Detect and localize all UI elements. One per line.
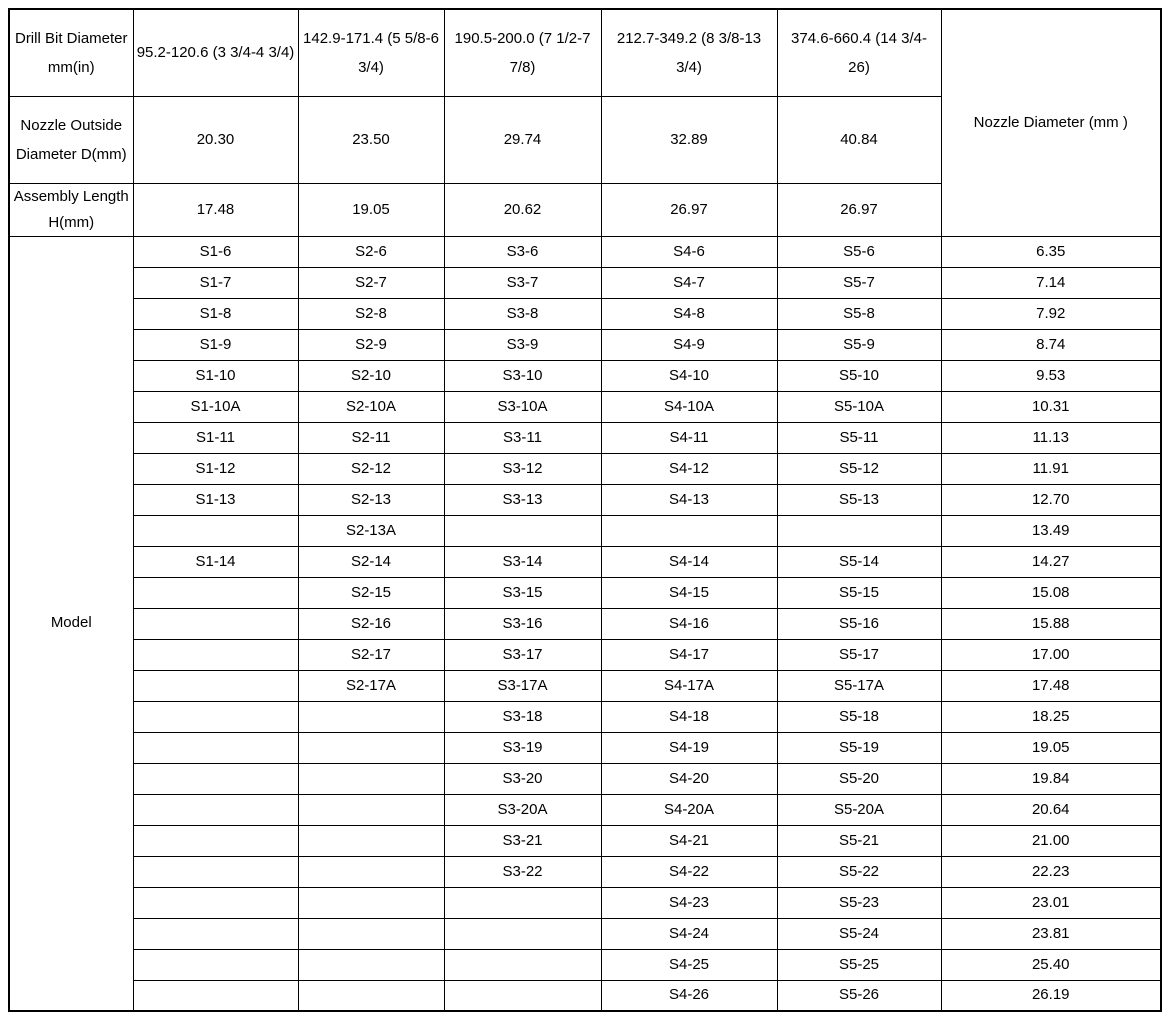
model-cell: S1-9 <box>133 329 298 360</box>
model-cell: S4-23 <box>601 887 777 918</box>
nozzle-diameter-cell: 20.64 <box>941 794 1161 825</box>
table-row-model <box>9 236 1161 267</box>
model-cell <box>133 639 298 670</box>
model-cell: S3-10A <box>444 391 601 422</box>
model-cell: S4-24 <box>601 918 777 949</box>
nozzle-diameter-cell: 11.91 <box>941 453 1161 484</box>
model-cell: S1-6 <box>133 236 298 267</box>
model-cell: S3-21 <box>444 825 601 856</box>
table-row-model <box>9 732 1161 763</box>
model-cell <box>133 608 298 639</box>
nozzle-outside-diameter-cell: 29.74 <box>444 96 601 183</box>
model-cell: S5-8 <box>777 298 941 329</box>
model-cell: S3-7 <box>444 267 601 298</box>
model-cell: S5-11 <box>777 422 941 453</box>
nozzle-outside-diameter-cell: 20.30 <box>133 96 298 183</box>
model-cell: S5-18 <box>777 701 941 732</box>
nozzle-diameter-cell: 8.74 <box>941 329 1161 360</box>
model-cell: S3-19 <box>444 732 601 763</box>
model-cell <box>298 763 444 794</box>
model-cell <box>133 794 298 825</box>
model-cell: S3-17A <box>444 670 601 701</box>
model-cell: S5-20 <box>777 763 941 794</box>
model-cell: S4-18 <box>601 701 777 732</box>
header-rows-body <box>9 9 1161 236</box>
table-row-drill-bit-diameter <box>9 9 1161 96</box>
model-cell: S4-11 <box>601 422 777 453</box>
table-row-model <box>9 329 1161 360</box>
nozzle-spec-table <box>8 8 1162 1012</box>
table-row-model <box>9 391 1161 422</box>
model-cell: S2-16 <box>298 608 444 639</box>
model-cell: S3-13 <box>444 484 601 515</box>
model-cell: S4-7 <box>601 267 777 298</box>
nozzle-diameter-cell: 23.01 <box>941 887 1161 918</box>
model-cell: S2-13A <box>298 515 444 546</box>
nozzle-diameter-cell: 23.81 <box>941 918 1161 949</box>
model-cell: S5-25 <box>777 949 941 980</box>
model-cell: S2-14 <box>298 546 444 577</box>
nozzle-diameter-cell: 17.48 <box>941 670 1161 701</box>
model-cell <box>298 887 444 918</box>
model-cell <box>298 794 444 825</box>
nozzle-outside-diameter-cell: 23.50 <box>298 96 444 183</box>
model-cell: S4-8 <box>601 298 777 329</box>
model-cell: S5-22 <box>777 856 941 887</box>
model-cell <box>298 856 444 887</box>
model-cell <box>133 763 298 794</box>
model-cell: S4-25 <box>601 949 777 980</box>
model-cell: S5-9 <box>777 329 941 360</box>
model-cell: S4-10A <box>601 391 777 422</box>
model-cell: S4-17A <box>601 670 777 701</box>
model-cell <box>133 980 298 1011</box>
nozzle-diameter-cell: 11.13 <box>941 422 1161 453</box>
model-cell: S3-14 <box>444 546 601 577</box>
assembly-length-cell: 17.48 <box>133 183 298 236</box>
model-cell: S3-12 <box>444 453 601 484</box>
table-row-model <box>9 980 1161 1011</box>
drill-bit-range-cell: 95.2-120.6 (3 3/4-4 3/4) <box>133 9 298 96</box>
nozzle-diameter-cell: 6.35 <box>941 236 1161 267</box>
model-cell <box>444 980 601 1011</box>
model-cell: S1-14 <box>133 546 298 577</box>
model-rows-body <box>9 236 1161 1011</box>
model-cell: S5-10 <box>777 360 941 391</box>
model-cell <box>133 887 298 918</box>
nozzle-diameter-cell: 13.49 <box>941 515 1161 546</box>
model-cell: S1-12 <box>133 453 298 484</box>
nozzle-diameter-cell: 26.19 <box>941 980 1161 1011</box>
model-cell: S2-8 <box>298 298 444 329</box>
model-cell: S3-22 <box>444 856 601 887</box>
model-cell: S3-18 <box>444 701 601 732</box>
model-cell <box>133 918 298 949</box>
model-cell: S5-13 <box>777 484 941 515</box>
model-cell <box>133 577 298 608</box>
model-cell: S5-20A <box>777 794 941 825</box>
drill-bit-range-cell: 374.6-660.4 (14 3/4-26) <box>777 9 941 96</box>
nozzle-diameter-cell: 15.08 <box>941 577 1161 608</box>
model-cell: S2-17A <box>298 670 444 701</box>
model-cell: S4-20A <box>601 794 777 825</box>
nozzle-outside-diameter-cell: 32.89 <box>601 96 777 183</box>
model-cell <box>444 887 601 918</box>
model-cell <box>133 515 298 546</box>
nozzle-diameter-cell: 10.31 <box>941 391 1161 422</box>
model-cell: S3-11 <box>444 422 601 453</box>
model-cell: S2-12 <box>298 453 444 484</box>
model-cell <box>298 918 444 949</box>
model-cell: S4-12 <box>601 453 777 484</box>
table-row-model <box>9 577 1161 608</box>
drill-bit-range-cell: 142.9-171.4 (5 5/8-6 3/4) <box>298 9 444 96</box>
model-cell: S4-10 <box>601 360 777 391</box>
model-cell: S5-15 <box>777 577 941 608</box>
row-header-model: Model <box>9 236 133 1011</box>
model-cell: S5-23 <box>777 887 941 918</box>
drill-bit-range-cell: 212.7-349.2 (8 3/8-13 3/4) <box>601 9 777 96</box>
table-row-model <box>9 856 1161 887</box>
model-cell: S4-22 <box>601 856 777 887</box>
drill-bit-range-cell: 190.5-200.0 (7 1/2-7 7/8) <box>444 9 601 96</box>
table-row-model <box>9 298 1161 329</box>
model-cell: S3-6 <box>444 236 601 267</box>
model-cell: S1-11 <box>133 422 298 453</box>
table-row-model <box>9 701 1161 732</box>
model-cell: S5-19 <box>777 732 941 763</box>
model-cell: S4-19 <box>601 732 777 763</box>
nozzle-diameter-cell: 17.00 <box>941 639 1161 670</box>
model-cell: S4-21 <box>601 825 777 856</box>
nozzle-diameter-cell: 19.05 <box>941 732 1161 763</box>
row-header-drill-bit-diameter: Drill Bit Diameter mm(in) <box>9 9 133 96</box>
row-header-nozzle-outside-diameter: Nozzle Outside Diameter D(mm) <box>9 96 133 183</box>
table-row-model <box>9 267 1161 298</box>
table-row-model <box>9 670 1161 701</box>
model-cell: S2-7 <box>298 267 444 298</box>
nozzle-diameter-cell: 7.92 <box>941 298 1161 329</box>
model-cell: S3-20A <box>444 794 601 825</box>
nozzle-diameter-cell: 15.88 <box>941 608 1161 639</box>
model-cell <box>133 670 298 701</box>
nozzle-diameter-cell: 25.40 <box>941 949 1161 980</box>
model-cell <box>133 856 298 887</box>
model-cell: S2-6 <box>298 236 444 267</box>
model-cell: S1-7 <box>133 267 298 298</box>
nozzle-diameter-cell: 12.70 <box>941 484 1161 515</box>
model-cell <box>298 701 444 732</box>
model-cell: S3-16 <box>444 608 601 639</box>
nozzle-diameter-cell: 21.00 <box>941 825 1161 856</box>
table-row-model <box>9 484 1161 515</box>
assembly-length-cell: 26.97 <box>777 183 941 236</box>
table-row-model <box>9 825 1161 856</box>
model-cell: S1-10 <box>133 360 298 391</box>
model-cell <box>601 515 777 546</box>
nozzle-outside-diameter-cell: 40.84 <box>777 96 941 183</box>
model-cell: S3-17 <box>444 639 601 670</box>
model-cell: S5-21 <box>777 825 941 856</box>
table-row-model <box>9 763 1161 794</box>
model-cell: S5-10A <box>777 391 941 422</box>
model-cell: S5-14 <box>777 546 941 577</box>
model-cell: S2-9 <box>298 329 444 360</box>
nozzle-diameter-cell: 9.53 <box>941 360 1161 391</box>
model-cell: S1-10A <box>133 391 298 422</box>
model-cell: S3-20 <box>444 763 601 794</box>
nozzle-diameter-cell: 19.84 <box>941 763 1161 794</box>
assembly-length-cell: 19.05 <box>298 183 444 236</box>
model-cell: S2-13 <box>298 484 444 515</box>
model-cell: S4-26 <box>601 980 777 1011</box>
table-row-model <box>9 887 1161 918</box>
model-cell: S2-17 <box>298 639 444 670</box>
table-row-model <box>9 639 1161 670</box>
model-cell: S4-6 <box>601 236 777 267</box>
model-cell: S5-17 <box>777 639 941 670</box>
model-cell: S5-17A <box>777 670 941 701</box>
model-cell <box>298 949 444 980</box>
model-cell: S5-16 <box>777 608 941 639</box>
table-row-model <box>9 794 1161 825</box>
table-row-model <box>9 949 1161 980</box>
table-row-model <box>9 515 1161 546</box>
model-cell: S3-9 <box>444 329 601 360</box>
model-cell: S5-26 <box>777 980 941 1011</box>
model-cell: S2-10A <box>298 391 444 422</box>
table-row-model <box>9 360 1161 391</box>
model-cell: S5-24 <box>777 918 941 949</box>
model-cell: S5-12 <box>777 453 941 484</box>
model-cell <box>444 918 601 949</box>
assembly-length-cell: 26.97 <box>601 183 777 236</box>
model-cell: S4-20 <box>601 763 777 794</box>
model-cell: S3-10 <box>444 360 601 391</box>
model-cell: S2-11 <box>298 422 444 453</box>
model-cell: S4-16 <box>601 608 777 639</box>
model-cell <box>133 949 298 980</box>
model-cell: S4-14 <box>601 546 777 577</box>
model-cell: S4-15 <box>601 577 777 608</box>
model-cell: S3-8 <box>444 298 601 329</box>
model-cell: S4-9 <box>601 329 777 360</box>
row-header-assembly-length: Assembly Length H(mm) <box>9 183 133 236</box>
model-cell: S5-6 <box>777 236 941 267</box>
nozzle-diameter-cell: 7.14 <box>941 267 1161 298</box>
model-cell: S1-13 <box>133 484 298 515</box>
nozzle-diameter-cell: 14.27 <box>941 546 1161 577</box>
model-cell <box>777 515 941 546</box>
table-row-model <box>9 453 1161 484</box>
model-cell <box>298 732 444 763</box>
model-cell: S1-8 <box>133 298 298 329</box>
model-cell <box>133 732 298 763</box>
model-cell <box>444 515 601 546</box>
model-cell: S2-10 <box>298 360 444 391</box>
model-cell <box>133 701 298 732</box>
model-cell: S4-17 <box>601 639 777 670</box>
model-cell: S4-13 <box>601 484 777 515</box>
model-cell <box>444 949 601 980</box>
model-cell <box>298 980 444 1011</box>
model-cell: S3-15 <box>444 577 601 608</box>
table-row-model <box>9 608 1161 639</box>
table-row-model <box>9 422 1161 453</box>
assembly-length-cell: 20.62 <box>444 183 601 236</box>
nozzle-diameter-cell: 22.23 <box>941 856 1161 887</box>
nozzle-diameter-cell: 18.25 <box>941 701 1161 732</box>
model-cell: S5-7 <box>777 267 941 298</box>
table-row-model <box>9 918 1161 949</box>
model-cell: S2-15 <box>298 577 444 608</box>
model-cell <box>133 825 298 856</box>
model-cell <box>298 825 444 856</box>
table-row-model <box>9 546 1161 577</box>
column-header-nozzle-diameter: Nozzle Diameter (mm ) <box>941 9 1161 236</box>
